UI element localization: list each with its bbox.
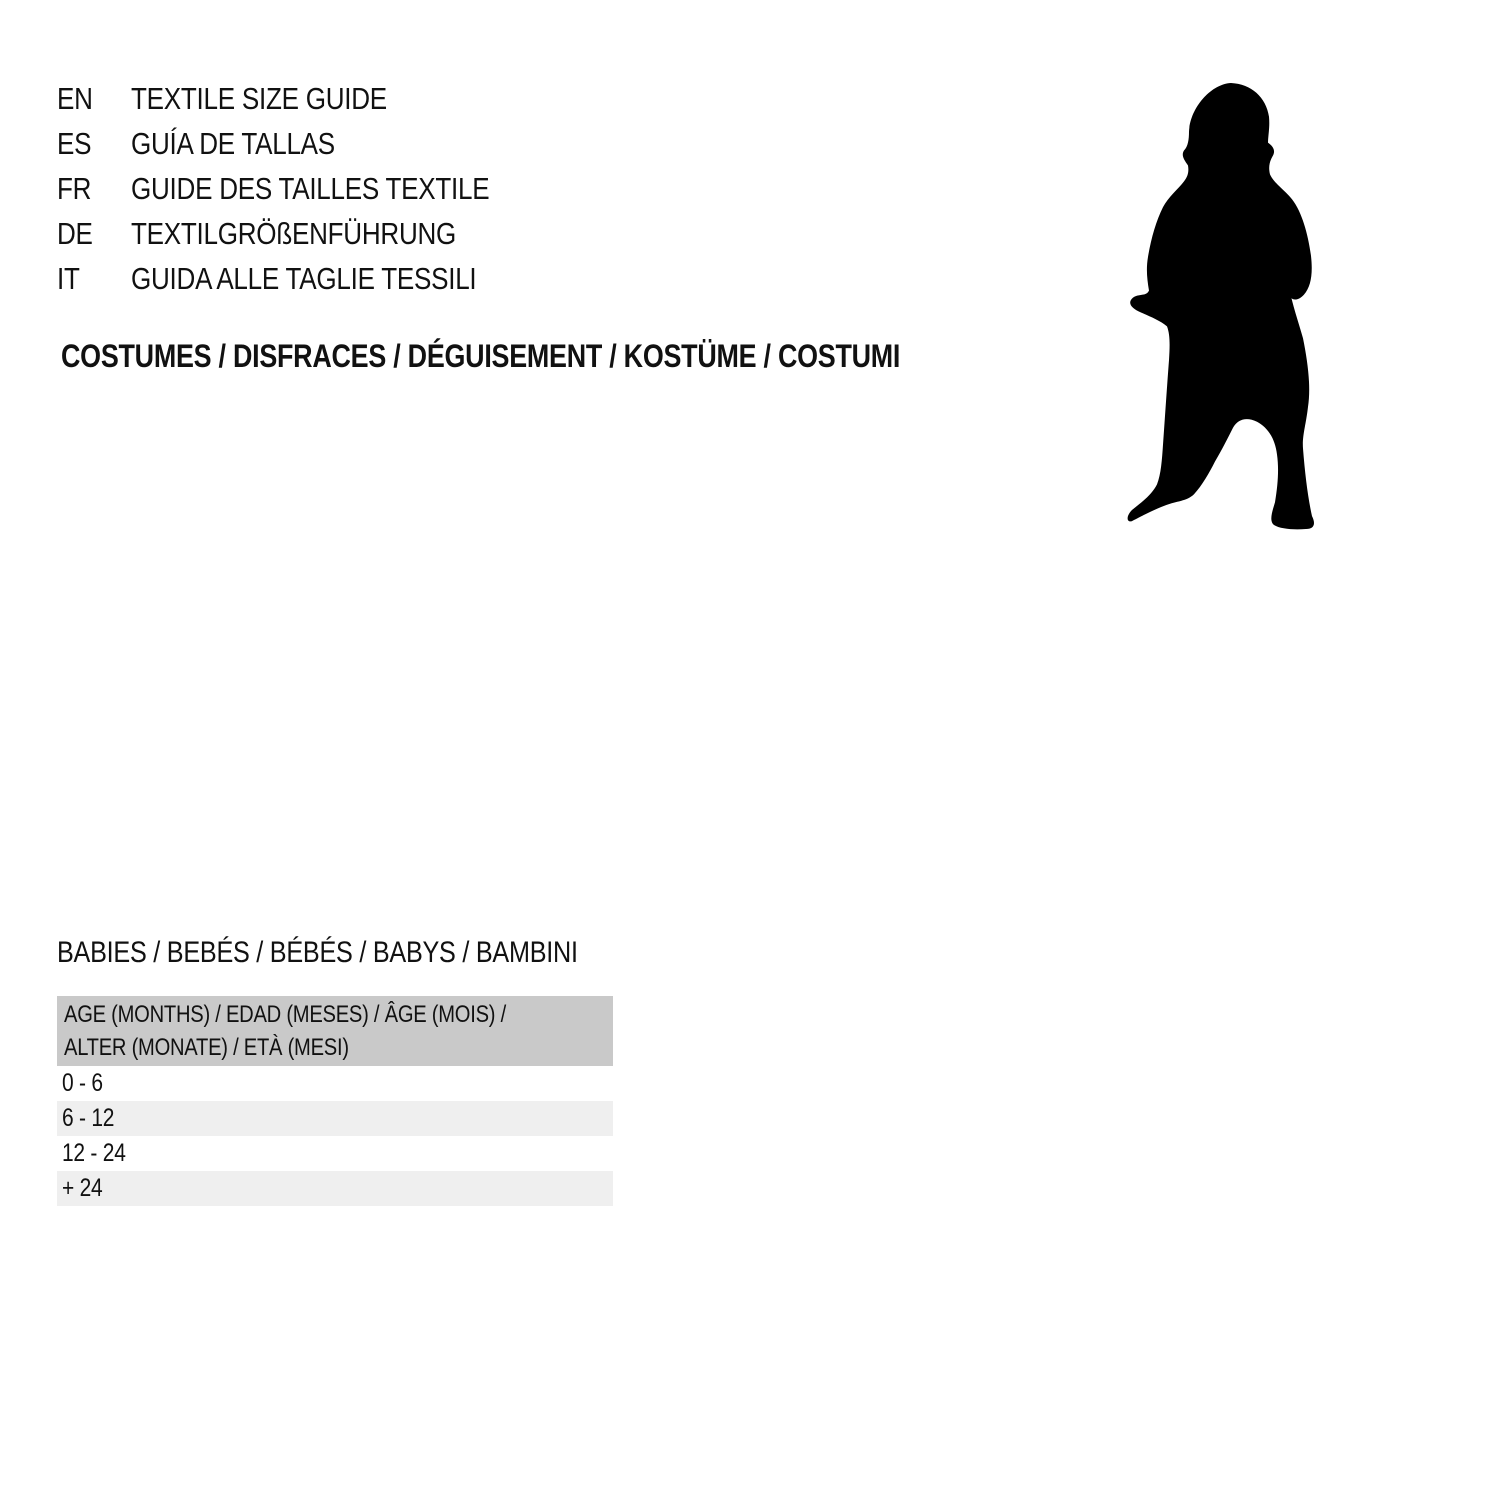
age-range-value: 0 - 6 [62, 1069, 103, 1097]
language-row-en [57, 76, 558, 121]
table-row [57, 1066, 613, 1101]
language-row-de [57, 211, 558, 256]
baby-silhouette-icon [1127, 81, 1319, 533]
guide-title: TEXTILE SIZE GUIDE [131, 81, 387, 116]
guide-title: TEXTILGRÖßENFÜHRUNG [131, 216, 457, 251]
table-row [57, 1171, 613, 1206]
age-range-value: 12 - 24 [62, 1139, 126, 1167]
language-code: IT [57, 261, 80, 296]
language-row-fr [57, 166, 558, 211]
table-header-line-1: AGE (MONTHS) / EDAD (MESES) / ÂGE (MOIS) / [64, 1001, 506, 1028]
guide-title: GUIDE DES TAILLES TEXTILE [131, 171, 490, 206]
guide-title: GUÍA DE TALLAS [131, 126, 335, 161]
language-code: EN [57, 81, 93, 116]
age-size-table [57, 996, 613, 1206]
age-range-value: + 24 [62, 1174, 103, 1202]
language-code: FR [57, 171, 92, 206]
table-row [57, 1136, 613, 1171]
table-row [57, 1101, 613, 1136]
language-code: DE [57, 216, 93, 251]
language-code: ES [57, 126, 92, 161]
category-title: COSTUMES / DISFRACES / DÉGUISEMENT / KOSTÜME / COSTUMI [61, 338, 901, 374]
table-section-title: BABIES / BEBÉS / BÉBÉS / BABYS / BAMBINI [57, 936, 578, 969]
table-header-line-2: ALTER (MONATE) / ETÀ (MESI) [64, 1034, 349, 1061]
language-row-es [57, 121, 558, 166]
language-guide-list [57, 76, 558, 301]
guide-title: GUIDA ALLE TAGLIE TESSILI [131, 261, 477, 296]
language-row-it [57, 256, 558, 301]
table-header-cell [57, 996, 613, 1066]
age-range-value: 6 - 12 [62, 1104, 115, 1132]
